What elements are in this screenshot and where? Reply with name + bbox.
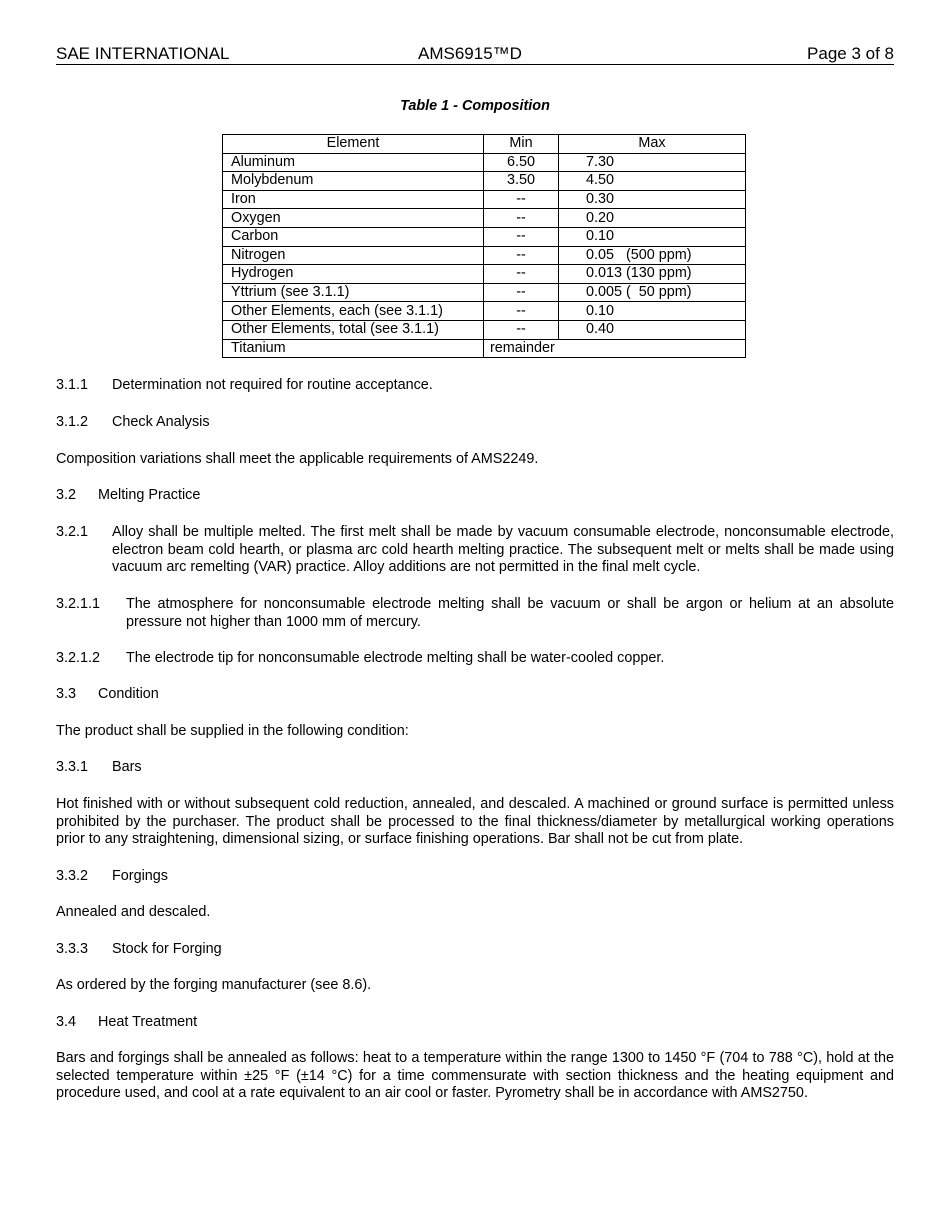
- cell-max: 0.40: [559, 320, 746, 339]
- section-number: 3.1.1: [56, 377, 89, 393]
- cell-min: --: [484, 283, 559, 302]
- cell-element: Hydrogen: [223, 265, 484, 284]
- section-number: 3.2.1: [56, 524, 89, 540]
- table-row: [223, 227, 746, 246]
- cell-min: --: [484, 209, 559, 228]
- cell-element: Other Elements, each (see 3.1.1): [223, 302, 484, 321]
- section-number: 3.3.1: [56, 759, 89, 775]
- section-title: Forgings: [112, 868, 168, 884]
- table-row: [223, 172, 746, 191]
- cell-element: Other Elements, total (see 3.1.1): [223, 320, 484, 339]
- table-row: [223, 246, 746, 265]
- section-title: Heat Treatment: [98, 1014, 198, 1030]
- cell-min: --: [484, 320, 559, 339]
- table-row: [223, 320, 746, 339]
- table-row-titanium: [223, 339, 746, 358]
- cell-element: Molybdenum: [223, 172, 484, 191]
- table-header-row: [223, 135, 746, 154]
- cell-min: --: [484, 227, 559, 246]
- table-row: [223, 190, 746, 209]
- section-title: Melting Practice: [98, 487, 201, 503]
- section-3-2-1: [56, 524, 894, 577]
- table-body: [223, 153, 746, 358]
- section-number: 3.2: [56, 487, 77, 503]
- section-text: The electrode tip for nonconsumable electrode melting shall be water-cooled copper.: [126, 650, 665, 666]
- section-text: Alloy shall be multiple melted. The first melt shall be made by vacuum consumable electrode, nonconsumable electrode, electron beam cold hearth, or plasma arc cold hearth melting practice. The subsequent melt or melts shall be made using vacuum arc remelting (VAR) practice. Alloy additions are not permitted in the final melt cycle.: [112, 524, 894, 575]
- table-row: [223, 209, 746, 228]
- header-document-number: AMS6915™D: [418, 44, 522, 63]
- section-number: 3.2.1.2: [56, 650, 101, 666]
- section-number: 3.3.2: [56, 868, 89, 884]
- section-number: 3.2.1.1: [56, 596, 101, 612]
- cell-max: 0.30: [559, 190, 746, 209]
- cell-element: Titanium: [223, 339, 484, 358]
- cell-element: Aluminum: [223, 153, 484, 172]
- cell-min: 6.50: [484, 153, 559, 172]
- table-caption: Table 1 - Composition: [400, 98, 550, 114]
- column-header-element: Element: [223, 135, 484, 154]
- cell-min: --: [484, 265, 559, 284]
- cell-min: --: [484, 190, 559, 209]
- cell-min: --: [484, 246, 559, 265]
- table-row: [223, 302, 746, 321]
- column-header-min: Min: [484, 135, 559, 154]
- cell-max: 4.50: [559, 172, 746, 191]
- section-text: Determination not required for routine acceptance.: [112, 377, 433, 393]
- section-title: Condition: [98, 686, 159, 702]
- cell-element: Yttrium (see 3.1.1): [223, 283, 484, 302]
- cell-min: --: [484, 302, 559, 321]
- column-header-max: Max: [559, 135, 746, 154]
- table-row: [223, 283, 746, 302]
- header-organization: SAE INTERNATIONAL: [56, 44, 230, 63]
- section-number: 3.1.2: [56, 414, 89, 430]
- table-row: [223, 265, 746, 284]
- section-number: 3.3.3: [56, 941, 89, 957]
- cell-min: 3.50: [484, 172, 559, 191]
- header-page-number: Page 3 of 8: [807, 44, 894, 63]
- cell-element: Nitrogen: [223, 246, 484, 265]
- cell-max: 0.05 (500 ppm): [559, 246, 746, 265]
- paragraph-3-3-2: Annealed and descaled.: [56, 904, 211, 920]
- section-number: 3.3: [56, 686, 77, 702]
- cell-element: Iron: [223, 190, 484, 209]
- section-title: Bars: [112, 759, 142, 775]
- paragraph-3-4: Bars and forgings shall be annealed as follows: heat to a temperature within the range 1300 to 1450 °F (704 to 788 °C), hold at the selected temperature within ±25 °F (±14 °C) for a time commensurate with section thickness and the heating equipment and procedure used, and cool at a rate equivalent to an air cool or faster. Pyrometry shall be in accordance with AMS2750.: [56, 1050, 894, 1101]
- section-title: Stock for Forging: [112, 941, 222, 957]
- paragraph-3-3-3: As ordered by the forging manufacturer (see 8.6).: [56, 977, 372, 993]
- paragraph-3-1-2: Composition variations shall meet the applicable requirements of AMS2249.: [56, 451, 539, 467]
- paragraph-3-3: The product shall be supplied in the following condition:: [56, 723, 409, 739]
- cell-element: Oxygen: [223, 209, 484, 228]
- cell-element: Carbon: [223, 227, 484, 246]
- cell-max: 0.10: [559, 227, 746, 246]
- section-title: Check Analysis: [112, 414, 210, 430]
- section-3-2-1-1: [56, 596, 894, 631]
- cell-max: 7.30: [559, 153, 746, 172]
- cell-max: 0.013 (130 ppm): [559, 265, 746, 284]
- section-text: The atmosphere for nonconsumable electrode melting shall be vacuum or shall be argon or helium at an absolute pressure not higher than 1000 mm of mercury.: [126, 596, 894, 630]
- composition-table: [222, 134, 746, 358]
- page-header: [56, 44, 894, 65]
- table-row: [223, 153, 746, 172]
- section-number: 3.4: [56, 1014, 77, 1030]
- paragraph-3-3-1: Hot finished with or without subsequent cold reduction, annealed, and descaled. A machined or ground surface is permitted unless prohibited by the purchaser. The product shall be processed to the final thickness/diameter by metallurgical working operations prior to any straightening, dimensional sizing, or surface finishing operations. Bar shall not be cut from plate.: [56, 796, 894, 847]
- cell-max: 0.10: [559, 302, 746, 321]
- cell-max: 0.20: [559, 209, 746, 228]
- cell-remainder: remainder: [484, 339, 746, 358]
- cell-max: 0.005 ( 50 ppm): [559, 283, 746, 302]
